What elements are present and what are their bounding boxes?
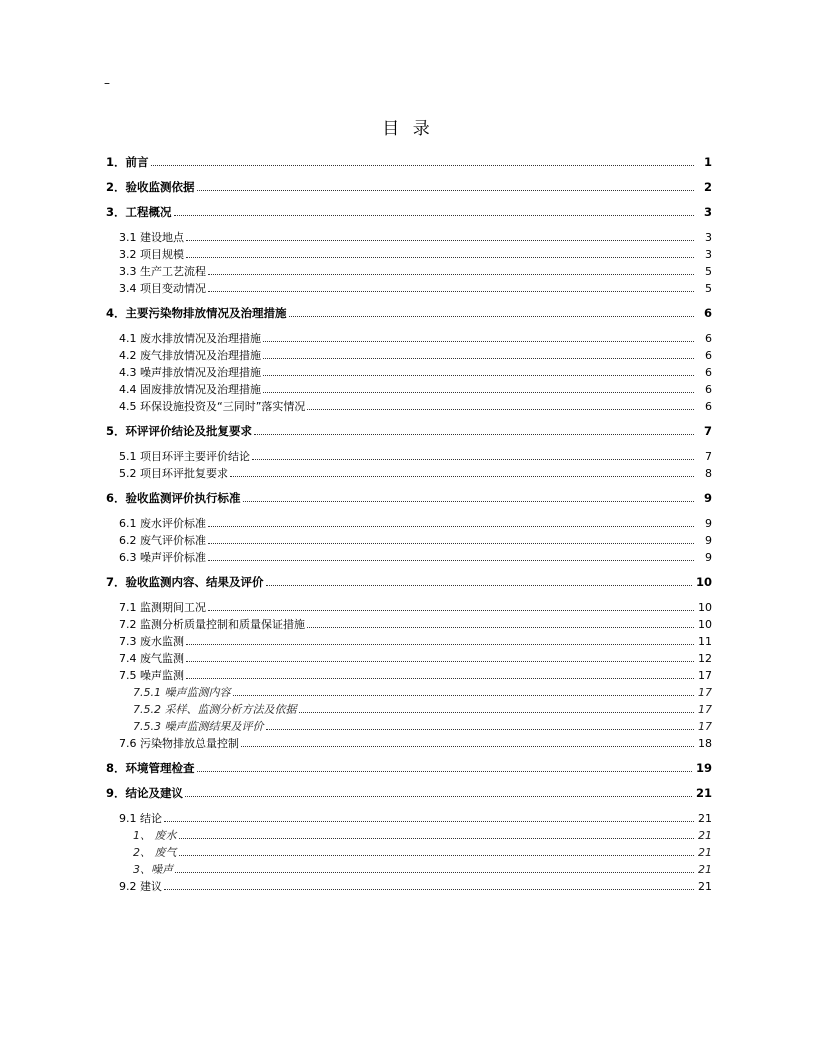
toc-entry[interactable] [106,547,712,564]
toc-entry[interactable] [106,303,712,320]
toc-entry[interactable] [106,261,712,278]
toc-entry[interactable] [106,597,712,614]
toc-entry-label: 3、噪声 [133,863,173,876]
toc-entry-label: 4.5 环保设施投资及“三同时”落实情况 [119,400,306,413]
toc-dot-leader [208,610,694,611]
toc-entry[interactable] [106,379,712,396]
toc-dot-leader [179,855,695,856]
toc-entry-page-number: 3 [705,231,712,244]
toc-entry-label: 7.4 废气监测 [119,652,184,665]
toc-entry-label: 9.1 结论 [119,812,162,825]
toc-dot-leader [164,821,694,822]
page-title: 目 录 [382,119,434,139]
toc-dot-leader [263,341,694,342]
toc-entry-page-number: 8 [705,467,712,480]
toc-entry[interactable] [106,859,712,876]
toc-entry-label: 9.2 建议 [119,880,162,893]
toc-dot-leader [266,729,695,730]
toc-dot-leader [197,771,692,772]
toc-entry-label: 3.4 项目变动情况 [119,282,206,295]
toc-dot-leader [151,165,694,166]
toc-entry-label: 6.3 噪声评价标准 [119,551,206,564]
toc-entry-label: 4．主要污染物排放情况及治理措施 [106,306,287,320]
toc-entry[interactable] [106,328,712,345]
toc-entry-label: 7.2 监测分析质量控制和质量保证措施 [119,618,305,631]
toc-dot-leader [208,560,694,561]
toc-entry[interactable] [106,808,712,825]
toc-entry-page-number: 9 [705,517,712,530]
toc-dot-leader [208,543,694,544]
toc-entry-page-number: 21 [698,829,712,842]
toc-entry-page-number: 9 [705,551,712,564]
toc-dot-leader [164,889,694,890]
toc-entry-label: 7.1 监测期间工况 [119,601,206,614]
toc-dot-leader [208,291,694,292]
toc-entry[interactable] [106,699,712,716]
toc-entry-page-number: 21 [698,863,712,876]
toc-dot-leader [185,796,692,797]
toc-entry-label: 3.1 建设地点 [119,231,184,244]
toc-entry-page-number: 6 [705,332,712,345]
toc-entry-page-number: 21 [698,812,712,825]
toc-entry[interactable] [106,278,712,295]
toc-entry-label: 6.1 废水评价标准 [119,517,206,530]
toc-entry[interactable] [106,572,712,589]
toc-entry[interactable] [106,488,712,505]
toc-entry[interactable] [106,733,712,750]
toc-dot-leader [186,644,694,645]
toc-dot-leader [266,585,692,586]
toc-entry-page-number: 5 [705,265,712,278]
toc-entry[interactable] [106,716,712,733]
toc-entry[interactable] [106,876,712,893]
toc-entry-page-number: 12 [698,652,712,665]
toc-dot-leader [174,215,694,216]
toc-entry[interactable] [106,842,712,859]
toc-dot-leader [241,746,694,747]
toc-entry[interactable] [106,758,712,775]
toc-entry-label: 3．工程概况 [106,205,172,219]
toc-dot-leader [186,678,694,679]
toc-entry-page-number: 6 [705,366,712,379]
toc-entry-label: 7．验收监测内容、结果及评价 [106,575,264,589]
toc-entry[interactable] [106,614,712,631]
toc-entry[interactable] [106,631,712,648]
toc-entry-page-number: 21 [698,846,712,859]
toc-entry[interactable] [106,648,712,665]
toc-dot-leader [252,459,694,460]
toc-entry-page-number: 6 [705,383,712,396]
toc-entry-page-number: 9 [703,491,712,505]
toc-entry[interactable] [106,345,712,362]
toc-entry[interactable] [106,665,712,682]
toc-entry-page-number: 19 [695,761,712,775]
toc-dot-leader [289,316,695,317]
toc-dot-leader [208,526,694,527]
toc-entry-label: 7.5.3 噪声监测结果及评价 [133,720,264,733]
toc-dot-leader [230,476,694,477]
toc-entry-page-number: 17 [698,669,712,682]
toc-dot-leader [233,695,695,696]
toc-entry-label: 7.3 废水监测 [119,635,184,648]
toc-entry-label: 9．结论及建议 [106,786,184,800]
toc-entry[interactable] [106,513,712,530]
toc-entry-page-number: 6 [703,306,712,320]
toc-entry[interactable] [106,682,712,699]
toc-entry-label: 1．前言 [106,155,149,169]
toc-entry[interactable] [106,783,712,800]
toc-entry[interactable] [106,244,712,261]
toc-entry-page-number: 7 [703,424,712,438]
toc-entry-page-number: 6 [705,400,712,413]
toc-entry-label: 1、 废水 [133,829,177,842]
toc-dot-leader [263,358,694,359]
toc-entry-label: 6.2 废气评价标准 [119,534,206,547]
toc-entry-page-number: 2 [703,180,712,194]
toc-entry-label: 7.5 噪声监测 [119,669,184,682]
toc-entry-page-number: 6 [705,349,712,362]
toc-dot-leader [243,501,694,502]
toc-dot-leader [179,838,695,839]
table-of-contents [106,152,712,893]
toc-entry-page-number: 5 [705,282,712,295]
toc-entry[interactable] [106,463,712,480]
toc-dot-leader [263,375,694,376]
toc-entry[interactable] [106,396,712,413]
toc-entry-label: 2．验收监测依据 [106,180,195,194]
toc-entry-page-number: 21 [695,786,712,800]
toc-entry-page-number: 10 [698,618,712,631]
toc-entry[interactable] [106,446,712,463]
toc-entry-label: 5.2 项目环评批复要求 [119,467,228,480]
toc-entry-page-number: 3 [705,248,712,261]
toc-entry-label: 5．环评评价结论及批复要求 [106,424,253,438]
toc-entry-label: 4.2 废气排放情况及治理措施 [119,349,261,362]
toc-dot-leader [197,190,694,191]
toc-entry-label: 8．环境管理检查 [106,761,195,775]
toc-entry[interactable] [106,177,712,194]
toc-entry-label: 3.2 项目规模 [119,248,184,261]
toc-entry-page-number: 17 [698,703,712,716]
toc-entry-page-number: 10 [698,601,712,614]
toc-dot-leader [254,434,694,435]
toc-dot-leader [263,392,694,393]
toc-entry[interactable] [106,362,712,379]
toc-entry[interactable] [106,152,712,169]
toc-dot-leader [186,661,694,662]
toc-entry-label: 2、 废气 [133,846,177,859]
toc-entry-label: 7.5.1 噪声监测内容 [133,686,231,699]
toc-entry-page-number: 21 [698,880,712,893]
toc-dot-leader [208,274,694,275]
toc-entry-page-number: 10 [695,575,712,589]
toc-entry-label: 5.1 项目环评主要评价结论 [119,450,250,463]
toc-dot-leader [307,627,694,628]
toc-entry-label: 7.6 污染物排放总量控制 [119,737,239,750]
toc-entry[interactable] [106,202,712,219]
toc-entry[interactable] [106,825,712,842]
toc-entry-page-number: 9 [705,534,712,547]
toc-entry-label: 7.5.2 采样、监测分析方法及依据 [133,703,297,716]
toc-entry-page-number: 17 [698,720,712,733]
toc-entry[interactable] [106,530,712,547]
toc-entry-label: 4.4 固废排放情况及治理措施 [119,383,261,396]
toc-entry-page-number: 3 [703,205,712,219]
toc-entry-page-number: 18 [698,737,712,750]
toc-entry[interactable] [106,227,712,244]
toc-dot-leader [186,240,694,241]
toc-dot-leader [307,409,694,410]
toc-dot-leader [175,872,694,873]
toc-dot-leader [186,257,694,258]
toc-entry-page-number: 11 [698,635,712,648]
toc-dot-leader [299,712,695,713]
toc-entry-page-number: 1 [703,155,712,169]
toc-entry-label: 4.1 废水排放情况及治理措施 [119,332,261,345]
toc-entry-label: 3.3 生产工艺流程 [119,265,206,278]
toc-entry-label: 4.3 噪声排放情况及治理措施 [119,366,261,379]
header-mark: – [104,76,110,90]
toc-entry-label: 6．验收监测评价执行标准 [106,491,241,505]
toc-entry[interactable] [106,421,712,438]
toc-entry-page-number: 17 [698,686,712,699]
toc-entry-page-number: 7 [705,450,712,463]
